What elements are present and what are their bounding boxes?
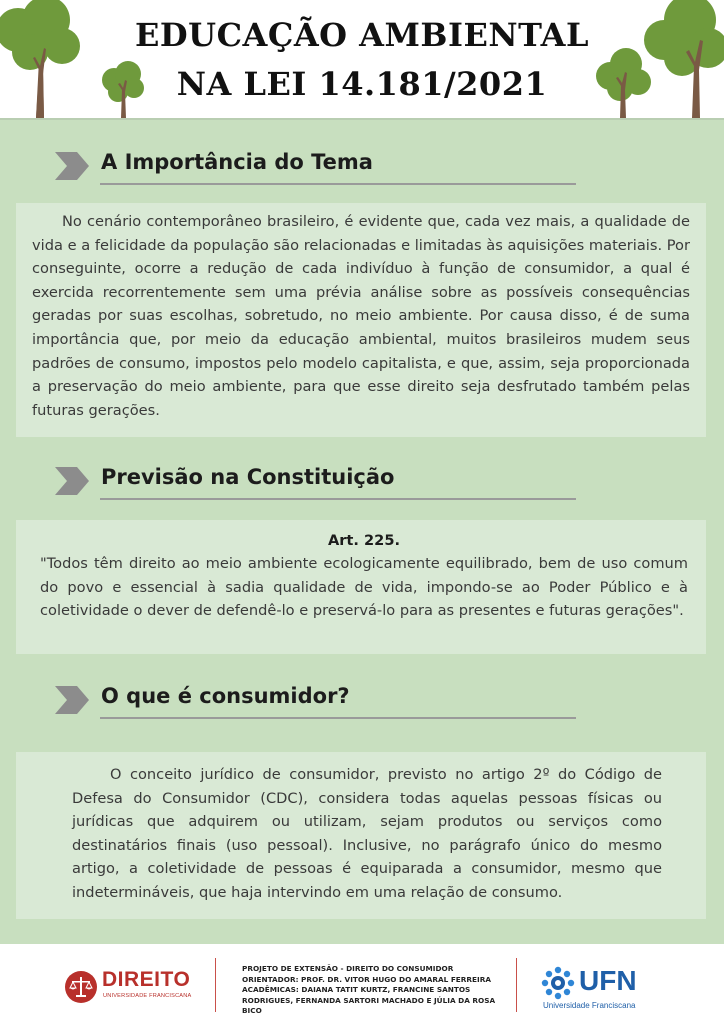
section-title: Previsão na Constituição	[101, 465, 395, 489]
chevron-right-icon	[55, 467, 91, 495]
credits-line: ACADÊMICAS: DAIANA TATIT KURTZ, FRANCINE SANTOS	[242, 985, 471, 995]
paragraph-constituicao: "Todos têm direito ao meio ambiente ecologicamente equilibrado, bem de uso comum do povo e essencial à sadia qualidade de vida, impondo-se ao Poder Público e à coletividade o dever de defendê-lo e preservá-lo para as presentes e futuras gerações".	[40, 555, 688, 620]
direito-logo-subtitle: UNIVERSIDADE FRANCISCANA	[103, 993, 192, 999]
credits-line: PROJETO DE EXTENSÃO - DIREITO DO CONSUMIDOR	[242, 964, 454, 973]
text-box-constituicao	[16, 520, 706, 654]
ufn-logo-text: UFN	[579, 965, 637, 996]
section-heading-consumidor	[55, 684, 585, 724]
section-divider	[100, 183, 576, 185]
credits-line: ORIENTADOR: PROF. DR. VITOR HUGO DO AMARAL FERREIRA	[242, 974, 491, 984]
ufn-logo-subtitle: Universidade Franciscana	[543, 1001, 636, 1010]
footer	[0, 944, 724, 1024]
paragraph-importancia: No cenário contemporâneo brasileiro, é evidente que, cada vez mais, a qualidade de vida e a felicidade da população são relacionadas e limitadas às aquisições materiais. Por conseguinte, ocorre a redução de cada indivíduo à função de consumidor, a qual é exercida recorrentemente sem uma prévia análise sobre as possíveis consequências geradas por suas escolhas, sobretudo, no meio ambiente. Por causa disso, é de suma importância que, por meio da educação ambiental, muitos brasileiros mudem seus padrões de consumo, impostos pelo modelo capitalista, e que, assim, seja proporcionada a preservação do meio ambiente, para que esse direito seja desfrutado também pelas futuras gerações.	[32, 213, 690, 419]
section-title: A Importância do Tema	[101, 150, 373, 174]
footer-divider	[516, 958, 517, 1012]
header	[0, 0, 724, 120]
section-divider	[100, 498, 576, 500]
article-label: Art. 225.	[327, 532, 401, 549]
page-title-line-1: EDUCAÇÃO AMBIENTAL	[135, 16, 589, 54]
page-title-line-2: NA LEI 14.181/2021	[176, 65, 548, 103]
credits-line: RODRIGUES, FERNANDA SARTORI MACHADO E JÚLIA DA ROSA BICO	[242, 995, 496, 1016]
text-box-consumidor	[16, 752, 706, 919]
chevron-right-icon	[55, 152, 91, 180]
project-credits	[242, 964, 512, 1017]
section-divider	[100, 717, 576, 719]
chevron-right-icon	[55, 686, 91, 714]
section-heading-constituicao	[55, 465, 585, 505]
ufn-logo-icon	[541, 966, 575, 1000]
text-box-importancia	[16, 203, 706, 437]
section-heading-importancia	[55, 150, 585, 190]
footer-divider	[215, 958, 216, 1012]
direito-logo	[64, 968, 200, 1008]
direito-logo-text: DIREITO	[102, 968, 191, 991]
ufn-logo	[541, 964, 661, 1010]
section-title: O que é consumidor?	[101, 684, 350, 708]
paragraph-consumidor: O conceito jurídico de consumidor, previsto no artigo 2º do Código de Defesa do Consumidor (CDC), considera todas aquelas pessoas físicas ou jurídicas que adquirem ou utilizam, sejam produtos ou serviços como destinatários finais (uso pessoal). Inclusive, no parágrafo único do mesmo artigo, a coletividade de pessoas é equiparada a consumidor, mesmo que indetermináveis, que haja intervindo em uma relação de consumo.	[72, 766, 662, 901]
balance-scale-icon	[64, 970, 98, 1004]
